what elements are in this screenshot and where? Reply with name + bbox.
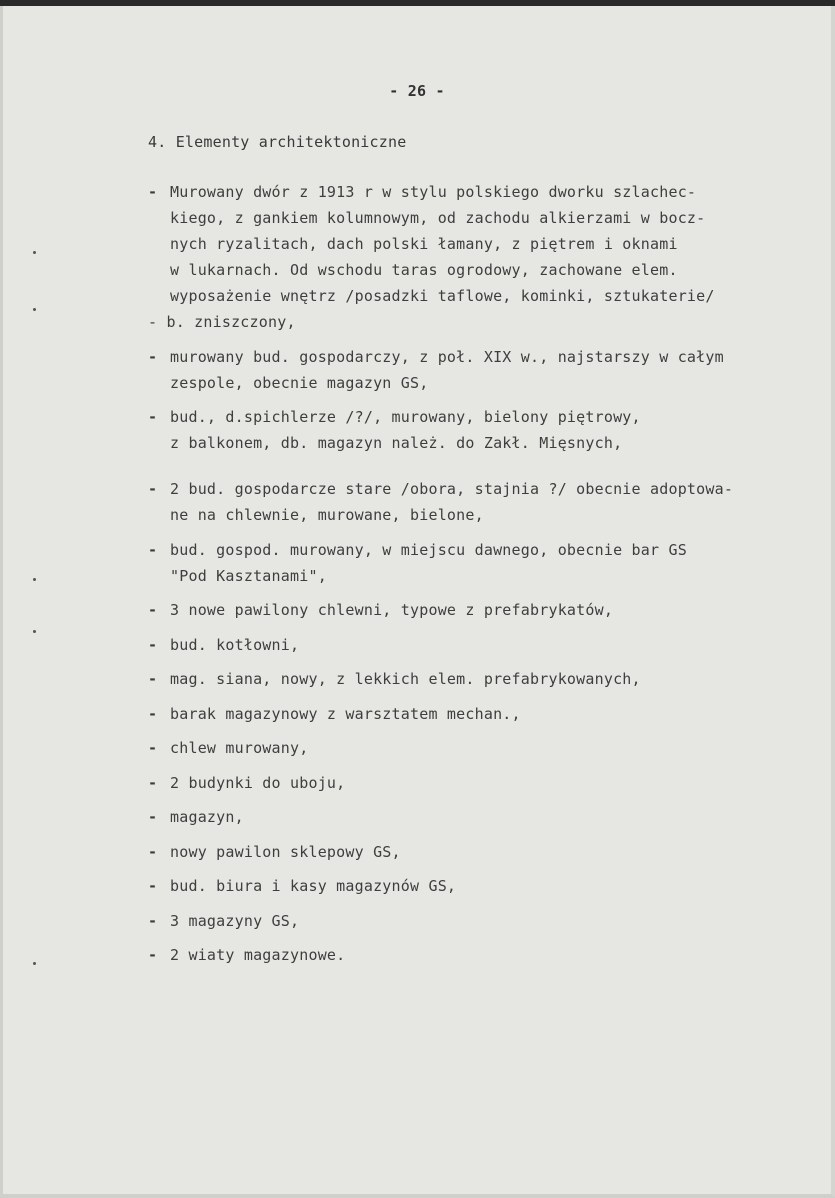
list-item-line: barak magazynowy z warsztatem mechan., [170,704,521,723]
list-item-line: 2 bud. gospodarcze stare /obora, stajnia ?/ obecnie adoptowa- [170,480,734,498]
list-bullet-dash: - [148,739,158,757]
margin-mark [33,578,36,581]
list-item [148,404,828,456]
list-bullet-dash: - [148,877,158,895]
list-item-line: chlew murowany, [170,739,309,757]
list-item [148,942,828,968]
list-item-line: murowany bud. gospodarczy, z poł. XIX w., najstarszy w całym [170,347,724,366]
page-number: - 26 - [389,82,445,100]
list-item [148,701,828,727]
list-item [148,908,828,934]
list-bullet-dash: - [148,704,158,723]
list-item [148,804,828,830]
list-item-line: bud., d.spichlerze /?/, murowany, bielony piętrowy, [170,408,641,426]
list-item [148,666,828,692]
list-item-line: bud. kotłowni, [170,635,300,654]
list-item-line: nych ryzalitach, dach polski łamany, z piętrem i oknami [170,235,678,253]
list-bullet-dash: - [148,408,158,426]
list-item-line: Murowany dwór z 1913 r w stylu polskiego dworku szlachec- [170,183,697,201]
list-item-line: 2 budynki do uboju, [170,773,346,792]
margin-mark [33,962,36,965]
list-item-line: magazyn, [170,808,244,826]
list-item [148,179,828,335]
list-item-line: bud. gospod. murowany, w miejscu dawnego, obecnie bar GS [170,540,687,559]
list-item-line: bud. biura i kasy magazynów GS, [170,877,457,895]
margin-mark [33,308,36,311]
list-item-line: 2 wiaty magazynowe. [170,946,346,964]
list-item-line: kiego, z gankiem kolumnowym, od zachodu alkierzami w bocz- [170,209,706,227]
list-item [148,476,828,528]
list-bullet-dash: - [148,842,158,861]
list-item-line: "Pod Kasztanami", [170,566,327,585]
list-item-line: 3 nowe pawilony chlewni, typowe z prefabrykatów, [170,601,614,619]
list-item [148,537,828,589]
list-item [148,873,828,899]
list-bullet-dash: - [148,347,158,366]
list-bullet-dash: - [148,540,158,559]
list-bullet-dash: - [148,808,158,826]
list-item-line: wyposażenie wnętrz /posadzki taflowe, kominki, sztukaterie/ [170,287,715,305]
list-item [148,735,828,761]
margin-mark [33,630,36,633]
list-item [148,632,828,658]
list-item-line: z balkonem, db. magazyn należ. do Zakł. Mięsnych, [170,434,623,452]
list-bullet-dash: - [148,946,158,964]
list-bullet-dash: - [148,911,158,930]
section-heading: 4. Elementy architektoniczne [148,133,407,151]
list-item [148,770,828,796]
list-item-line: 3 magazyny GS, [170,911,300,930]
list-item-line: mag. siana, nowy, z lekkich elem. prefabrykowanych, [170,670,641,688]
list-item-line: ne na chlewnie, murowane, bielone, [170,506,484,524]
list-bullet-dash: - [148,601,158,619]
list-bullet-dash: - [148,480,158,498]
document-page [0,6,835,1198]
list-item [148,344,828,396]
list-item-line: w lukarnach. Od wschodu taras ogrodowy, zachowane elem. [170,261,678,279]
list-bullet-dash: - [148,635,158,654]
list-item-line: zespole, obecnie magazyn GS, [170,373,429,392]
list-item-line: - b. zniszczony, [148,313,296,331]
list-item-line: nowy pawilon sklepowy GS, [170,842,401,861]
list-item [148,839,828,865]
list-bullet-dash: - [148,183,158,201]
list-bullet-dash: - [148,670,158,688]
element-list [148,179,828,977]
list-item [148,597,828,623]
list-bullet-dash: - [148,773,158,792]
margin-mark [33,251,36,254]
